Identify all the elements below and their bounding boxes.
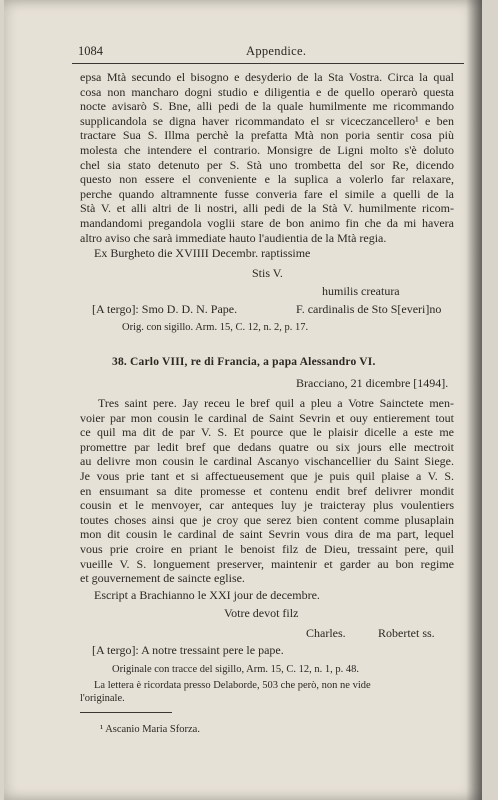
letter-37-body [80, 70, 454, 245]
page-gutter-shadow [466, 0, 482, 800]
text-line: questo non essere el conveniente e la suplica a volerlo far relaxare, [80, 172, 454, 187]
text-line: en ensuımant sa dite promesse et contenu endit bref delivrer mondit [80, 483, 454, 498]
letter-38-note-line-2: l'originale. [80, 693, 125, 704]
text-line: au delivre mon cousin le cardinal Ascanyo vischancellier du Saint Siege. [80, 454, 454, 469]
header-rule [72, 63, 464, 64]
letter-38-source: Originale con tracce del sigillo, Arm. 15, C. 12, n. 1, p. 48. [112, 664, 359, 675]
text-line: supplicandola se digna haver ricommandato el sr viceczancellero¹ e ben [80, 113, 454, 128]
letter-38-heading: 38. Carlo VIII, re di Francia, a papa Alessandro VI. [112, 356, 376, 368]
letter-37-source: Orig. con sigillo. Arm. 15, C. 12, n. 2, p. 17. [122, 322, 309, 333]
letter-38-closing: Votre devot filz [224, 606, 299, 620]
letter-38-body [80, 396, 454, 586]
text-line: Stà V. et alli altri de li nostri, alli pedi de la Stà V. humilmente ricom- [80, 201, 454, 216]
text-line: et gouvernement de saincte eglise. [80, 571, 245, 586]
letter-37-address: [A tergo]: Smo D. D. N. Pape. [92, 302, 238, 316]
text-line: cousin et le menvoyer, car anteques luy je traicteray plus voulentiers [80, 498, 454, 513]
letter-37-dateline: Ex Burgheto die XVIIII Decembr. raptissime [94, 246, 311, 260]
text-line: cosa non mancharo dogni studio e diligentia e de quello operarò questa [80, 84, 454, 99]
text-line: vous prie croire en priant le benoist filz de Dieu, tressaint pere, quil [80, 541, 454, 556]
text-line: Tres saint pere. Jay receu le bref quil a pleu a Votre Sainctete men- [98, 396, 454, 410]
letter-38-signer-2: Robertet ss. [378, 626, 435, 640]
text-line: tractare Sua S. Illma perchè la prefatta Mtà non poria sentir cosa più [80, 128, 454, 143]
text-line: altro aviso che sarà immediate hauto l'audientia de la Mtà regia. [80, 230, 387, 245]
text-line: chel sia stato detenuto per S. Stà uno trombetta del sor Re, dicendo [80, 157, 454, 172]
letter-38-place-date: Bracciano, 21 dicembre [1494]. [296, 376, 449, 390]
text-line: ce quil ma dit de par V. S. Et pource que le plaisir dicelle a este me [80, 425, 454, 440]
letter-38-address: [A tergo]: A notre tressaint pere le pape. [92, 643, 284, 657]
book-page [4, 0, 482, 800]
letter-37-salutation: Stis V. [252, 266, 283, 280]
text-line: molesta che intendere el contrario. Monsigre de Ligni molto s'è doluto [80, 142, 454, 157]
text-line: perche quando altramnente fusse converia fare el simile a quelli de la [80, 186, 454, 201]
text-line: vueille V. S. longuement preserver, maintenir et garder au bon regime [80, 556, 454, 571]
page-number: 1084 [78, 44, 103, 58]
text-line: mon dit cousin le cardinal de saint Sevrin vous dira de ma part, lequel [80, 527, 454, 542]
text-line: epsa Mtà secundo el bisogno e desyderio de la Sta Vostra. Circa la qual [80, 70, 454, 84]
text-line: promettre par ledit bref que dedans quatre ou six jours elle mectroit [80, 439, 454, 454]
letter-38-dateline: Escript a Brachianno le XXI jour de decembre. [94, 588, 320, 602]
letter-38-note-line-1: La lettera è ricordata presso Delaborde, 503 che però, non ne vide [94, 680, 371, 691]
text-line: nocte avisarò S. Bne, alli pedi de la quale humilmente me ricommando [80, 99, 454, 114]
footnote: ¹ Ascanio Maria Sforza. [100, 724, 200, 735]
letter-37-signature-2: F. cardinalis de Sto S[everi]no [296, 302, 442, 316]
letter-38-signer-1: Charles. [306, 626, 346, 640]
letter-37-signature-1: humilis creatura [322, 284, 400, 298]
text-line: mandandomi pregandola voglii stare de bon animo fin che da mi havera [80, 215, 454, 230]
text-line: Je vous prie tant et si affectueusement que je puis quil plaise a V. S. [80, 468, 454, 483]
footnote-rule [80, 712, 172, 713]
running-title: Appendice. [246, 44, 307, 58]
text-line: voier par mon cousin le cardinal de Saint Sevrin et ouy entierement tout [80, 410, 454, 425]
text-line: toutes choses ainsi que je croy que serez bien content comme plusaplain [80, 512, 454, 527]
